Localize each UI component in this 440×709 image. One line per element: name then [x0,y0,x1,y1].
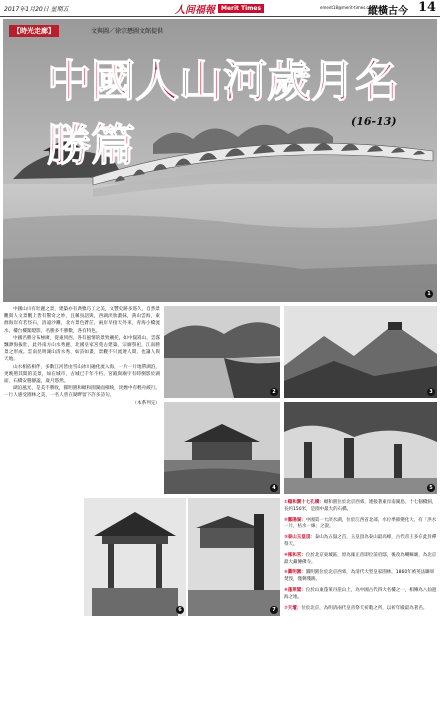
photo-temple [164,402,280,494]
caption-key: ②鄱陽湖： [284,517,306,523]
caption-text: 圓明園位於北京西郊，為清代大型皇家園林，1860年被英法聯軍焚毀，僅剩殘跡。 [284,570,435,583]
photo-altar [188,498,280,616]
caption-key: ⑥蓬萊閣： [284,587,306,593]
newspaper-brand [175,1,264,15]
temple-illustration [164,402,280,494]
photo-pavilion [84,498,186,616]
issue-date: 2017年1月20日 星期五 [4,6,69,13]
section-name: 縱橫古今 [368,6,408,17]
photo-number-badge: 2 [270,388,278,396]
mountain-illustration [284,306,437,398]
caption-key: ①頤和園十七孔橋： [284,500,324,505]
photo-ruins [284,402,437,494]
caption-key: ③泰山玉皇頂： [284,535,315,541]
caption-text: 位於北京，為明清兩代皇帝祭天祈穀之所，以祈年殿最為著名。 [301,605,428,611]
headline: 中國人山河歲月名勝篇 [47,56,399,171]
caption-item [284,606,437,613]
caption-item [284,518,437,532]
caption-item [284,588,437,602]
photo-number-badge: 6 [176,606,184,614]
article-paragraph: 湖泊風光，是美不勝收，圓明園和頤和園湖面相映，淡煙中有輕舟緩行。一行人感受園林之美，一名人曾在湖畔留下許多詩句。 [4,386,161,399]
caption-key: ⑤圓明園： [284,570,306,576]
caption-text: 泰山為五嶽之首，玉皇頂為泰山最高峰，古代帝王多在此封禪祭天。 [284,535,437,547]
photo-lake [164,306,280,398]
caption-text: 位於北京東城區，原為雍正帝即位前府邸，後改為喇嘛廟，為北京最大藏傳佛寺。 [284,552,437,565]
article-paragraph: 中國名勝分布極廣，從東到西，各有風情的景致襯托，如中嶽嵩山，雲霧飄渺海拔壯，此外南方山水秀麗，北國皇家宮苑古建築，宗廟祭祀，江南勝景之形成。雲南昆明湖山清水秀，如詩如畫，景觀不只流連人間，也讓人與天地。 [4,335,161,363]
caption-item [284,570,437,584]
photo-number-badge: 3 [427,388,435,396]
lake-illustration [164,306,280,398]
photo-captions [284,500,437,616]
photo-number-badge: 5 [427,484,435,492]
newspaper-logo: 人间福報 [175,4,215,16]
article-paragraph: 山水相依相伴，多數江河皆由雪山冰川融化流入海，一片一片地帶湖泊，更映照其間的美景，如在城市，古城已千年不朽，宮殿與廟宇有時倒影於湖面，石橋安穩靜謐，歲月悠然。 [4,364,161,385]
article-paragraph: 中國山川有壯麗之景，建築亦有典雅巧工之美，文豐史跡多悠久，自然景觀與人文景觀上皆有驚奇之妙，且稱鳥語與，西湖淡妝濃抹，黃山雲海，東源海岸有若怪石，清遠沙灘，北方景色蒼茫，兩岸早接天外來，青海小橋流水，樓台樓閣燈影，名勝多不勝數，各有特色。 [4,307,161,334]
column-tag: 【時光走廊】 [9,25,59,37]
series-number: (16-13) [351,115,397,128]
pavilion-illustration [84,498,186,616]
caption-item [284,535,437,549]
ruins-illustration [284,402,437,494]
page-number: 14 [418,0,437,15]
caption-key: ⑦天壇： [284,605,302,611]
photo-number-badge: 4 [270,484,278,492]
series-end-note: （本系列完） [132,400,160,406]
caption-text: 頤和園位於北京西郊，連接著東岸南湖島，十七個橋洞，長約150米，是園中最大的石橋。 [284,500,437,512]
caption-item [284,553,437,567]
caption-text: 中國第一大淡水湖，位於江西省北部，水位季節變化大，有「洪水一片，枯水一線」之說。 [284,517,437,530]
caption-text: 位於山東蓬萊丹崖山上，為中國古代四大名樓之一，相傳為八仙過海之地。 [284,587,437,600]
caption-item [284,500,437,514]
photo-number-badge: 1 [425,290,433,298]
photo-number-badge: 7 [270,606,278,614]
altar-illustration [188,498,280,616]
masthead [0,0,440,17]
author-credit: 文與圖／徐宗懋圖文館提供 [91,28,164,35]
photo-mountain [284,306,437,398]
article-body [4,306,160,407]
caption-key: ④雍和宮： [284,552,306,558]
merit-times-label: Merit Times [218,4,264,13]
hero-photo [3,19,437,302]
contact-email: ement18@merit-times.com.tw [320,5,382,10]
